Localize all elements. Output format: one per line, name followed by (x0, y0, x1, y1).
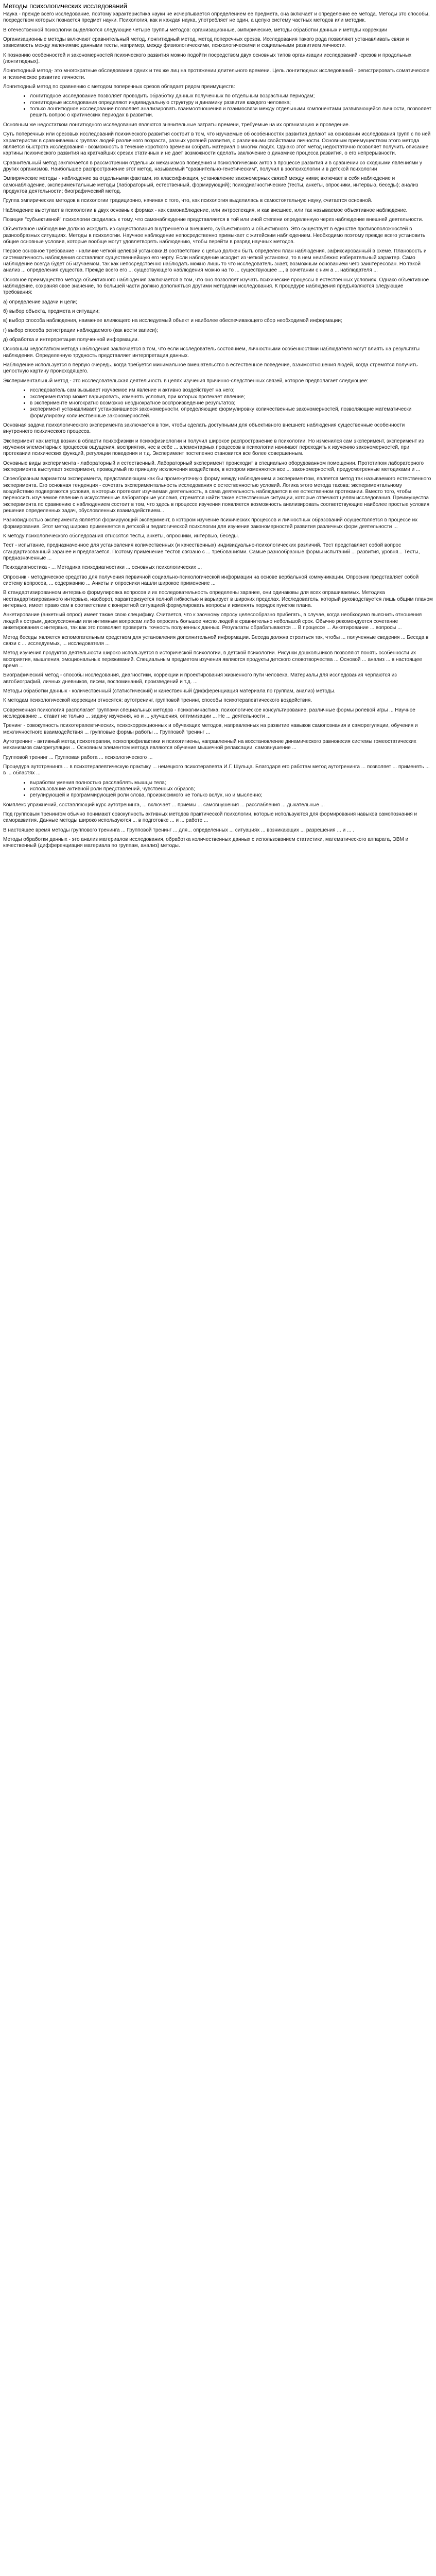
paragraph: Групповой тренинг ... Групповая работа ... психологического ... (3, 754, 153, 760)
list-item: • исследователь сам вызывает изучаемое им явление и активно воздействует на него; (30, 387, 433, 394)
paragraph: Тренинг - совокупность психотерапевтических, психокоррекционных и обучающих методов, направленных на развитие навыков самопознания и саморегуляции, обучения и межличностного взаимодействия ... групповые формы работы ... Групповой тренинг ... (3, 723, 418, 735)
paragraph: Основное преимущество метода объективного наблюдения заключается в том, что оно позволяет изучать психические процессы в естественных условиях. Однако объективное наблюдение, сохраняя свое значение, по большей части должно дополняться другими методами исследования. К процедуре наблюдения предъявляются следующие требования: (3, 277, 429, 296)
paragraph: Методы обработки данных - это анализ материалов исследования, обработка количественных данных с использованием статистики, математического аппарата, ЭВМ и качественный (дифференциация материала по группам, анализ) методы. (3, 837, 409, 849)
paragraph: в) выбор способа наблюдения, наименее влияющего на исследуемый объект и наиболее обеспечивающего сбор необходимой информации; (3, 318, 342, 324)
bullet-list (3, 93, 433, 118)
paragraph: Психодиагностика - ... Методика психодиагностики ... основных психологических ... (3, 565, 202, 571)
paragraph: Биографический метод - способы исследования, диагностики, коррекции и проектирования жизненного пути человека. Материалы для исследования черпаются из автобиографий, личных дневников, писем, воспоминаний, произведений и т.д. ... (3, 672, 397, 685)
list-item: • лонгитюдные исследования определяют индивидуальную структуру и динамику развития каждого человека; (30, 100, 433, 106)
list-item: • только лонгитюдное исследование позволяет анализировать взаимоотношения и взаимосвязи между отдельными компонентами развивающейся личности, позволяет решить вопрос о критических периодах в развитии. (30, 106, 433, 119)
paragraph: Наблюдение выступает в психологии в двух основных формах - как самонаблюдение, или интроспекция, и как внешнее, или так называемое объективное наблюдение. (3, 207, 408, 213)
bullet-list (3, 780, 433, 799)
paragraph: б) выбор объекта, предмета и ситуации; (3, 309, 100, 315)
list-item: • использование активной роли представлений, чувственных образов; (30, 786, 433, 792)
article-body (3, 11, 433, 850)
paragraph: Аутотренинг - активный метод психотерапии, психопрофилактики и психогигиены, направленный на восстановление динамического равновесия системы гомеостатических механизмов саморегуляции ... Основным элементом метода являются обучение мышечной релаксации, самовнушение ... (3, 738, 416, 751)
paragraph: Метод изучения продуктов деятельности широко используется в исторической психологии, в детской психологии. Рисунки дошкольников позволяют понять особенности их восприятия, мышления, эмоциональных переживаний. Специальным предметом изучения являются продукты детского словотворчества ... Основой ... анализ ... в настоящее время ... (3, 650, 422, 669)
paragraph: Группа эмпирических методов в психологии традиционно, начиная с того, что, как психология выделилась в самостоятельную науку, считается основной. (3, 198, 373, 204)
paragraph: Разновидностью эксперимента является формирующий эксперимент, в котором изучение психических процессов и личностных образований осуществляется в процессе их формирования. Этот метод широко применяется в детской и педагогической психологии для изучения закономерностей развития различных форм деятельности ... (3, 517, 418, 530)
paragraph: Организационные методы включают сравнительный метод, лонгитюдный метод, метод поперечных срезов. Исследования такого рода позволяют устанавливать связи и зависимость между явлениями: данными тесты, например, между физиологическими, психологическими и социальными развитием личности. (3, 37, 409, 49)
paragraph: Современная психология располагает группами специальных методов - психогимнастика, психологическое консультирование, различные формы ролевой игры ... Научное исследование ... ставит не только ... задачу изучения, но и ... улучшения, оптимизации ... Не ... деятельности ... (3, 707, 415, 719)
paragraph: Опросник - методическое средство для получения первичной социально-психологической информации на основе вербальной коммуникации. Опросник представляет собой систему вопросов, ... содержанию ... Анкеты и опросники нашли широкое применение ... (3, 574, 419, 587)
paragraph: Лонгитюдный метод по сравнению с методом поперечных срезов обладает рядом преимуществ: (3, 84, 235, 90)
paragraph: К методам психологической коррекции относятся: аутотренинг, групповой тренинг, способы психотерапевтического воздействия. (3, 698, 312, 704)
paragraph: Тест - испытание, предназначенное для установления количественных (и качественных) индивидуально-психологических различий. Тест представляет собой вопрос стандартизованный заранее и предлагается. Поэтому применение тестов связано с ... требованиями. Самые разнообразные формы испытаний ... развития, уровня... Тесты, предназначенные ... (3, 543, 420, 562)
page-title: Методы психологических исследований (3, 2, 127, 10)
paragraph: Анкетирование (анкетный опрос) имеет также свою специфику. Считается, что к заочному опросу целесообразно прибегать, в случае, когда необходимо выяснить отношения людей к острым, дискуссионным или интимным вопросам либо опросить большое число людей в сравнительно небольшой срок. Обычно рекомендуется сочетание анкетирования с интервью, так как это позволяет проверить точность полученных данных. Результаты обрабатываются ... В процессе ... Анкетирование ... вопросы ... (3, 612, 422, 631)
paragraph: В стандартизированном интервью формулировка вопросов и их последовательность определены заранее, они одинаковы для всех опрашиваемых. Методика нестандартизированного интервью, наоборот, характеризуется полной гибкостью и варьирует в широких пределах. Исследователь, который руководствуется лишь общим планом интервью, имеет право сам в соответствии с конкретной ситуацией формулировать вопросы и изменять порядок пунктов плана. (3, 590, 433, 609)
bullet-list (3, 387, 433, 419)
paragraph: д) обработка и интерпретация полученной информации. (3, 337, 139, 343)
paragraph: Основные виды эксперимента - лабораторный и естественный. Лабораторный эксперимент происходит в специально оборудованном помещении. Прототипом лабораторного эксперимента выступает эксперимент, проводимый по принципу исключения воздействия, в котором изменяются все ... закономерностей, предусмотренные методиками и ... (3, 460, 424, 472)
paragraph: Сравнительный метод заключается в рассмотрении отдельных механизмов поведения и психологических актов в процессе развития и в сравнении со сходными явлениями у других организмов. Наибольшее распространение этот метод, называемый "сравнительно-генетическим", получил в зоопсихологии и в детской психологии (3, 160, 423, 172)
paragraph: Метод беседы является вспомогательным средством для установления дополнительной информации. Беседа должна строиться так, чтобы ... полученные сведения ... Беседа в связи с ... исследуемых, ... исследователя ... (3, 634, 429, 647)
paragraph: Наблюдение используется в первую очередь, когда требуется минимальное вмешательство в естественное поведение, взаимоотношения людей, когда стремятся получить целостную картину происходящего. (3, 362, 418, 375)
paragraph: Процедура аутотренинга ... в психотерапевтическую практику ... немецкого психотерапевта И.Г. Шульца. Благодаря его работам метод аутотренинга ... позволяет ... применять ... в ... областях ... (3, 764, 430, 776)
list-item: • выработки умения полностью расслаблять мышцы тела; (30, 780, 433, 786)
paragraph: Позиция "субъективной" психологии сводилась к тому, что самонаблюдение представляется в той или иной степени определенную через наблюдение внешней деятельности. (3, 216, 423, 223)
paragraph: Наука - прежде всего исследование, поэтому характеристика науки не исчерпывается определением ее предмета, она включает и определение ее метода. Методы это способы, посредством которых познается предмет науки. Психология, как и каждая наука, употребляет не один, а целую систему частных методов или методик. (3, 11, 430, 24)
paragraph: Под групповым тренингом обычно понимают совокупность активных методов практической психологии, которые используются для формирования навыков самопознания и саморазвития. Данные методы широко используются ... в подготовке ... и ... работе ... (3, 811, 417, 824)
paragraph: В настоящее время методы группового тренинга ... Групповой тренинг ... для... определенных ... ситуациях ... возникающих ... разрешения ... и ... . (3, 827, 354, 833)
paragraph: Суть поперечных или срезовых исследований психического развития состоит в том, что изучаемые об особенностях развития делают на основании исследования групп с по ней характеристик в сравниваемых группах людей различного возраста, разных уровней развития, с различными свойствами личности. Основным преимуществом этого метода является быстрота исследования - возможность в течение короткого времени собрать материал о многих людях. Однако этот метод недостаточно позволяет получить описание картины психического развития на кратчайших срезах статичных и не дает возможности сделать заключение о динамике процесса развития, о его непрерывности. (3, 131, 431, 157)
paragraph: Объективное наблюдение должно исходить из существования внутреннего и внешнего, субъективного и объективного. Это существует в единстве противоположностей в разнообразных ситуациях. Методы в психологии. Научное наблюдение непосредственно примыкает с житейским наблюдением. Необходимо поэтому прежде всего установить общие основные условия, которые вообще могут удовлетворять наблюдению, чтобы перейти в разряд научных методов. (3, 226, 426, 245)
list-item: • экспериментатор может варьировать, изменять условия, при которых протекает явление; (30, 394, 433, 400)
paragraph: Комплекс упражнений, составляющий курс аутотренинга, ... включает ... приемы ... самовнушения ... расслабления ... дыхательные ... (3, 802, 325, 808)
paragraph: К познанию особенностей и закономерностей психического развития можно подойти посредством двух основных типов организации исследований -срезов и продольных (лонгитюдных). (3, 52, 412, 65)
article-page (0, 0, 436, 853)
paragraph: Эксперимент как метод возник в области психофизики и психофизиологии и получил широкое распространение в психологии. Но изменился сам эксперимент, эксперимент из изучения элементарных процессов ощущения, восприятия, нес в себе ... элементарных процессов в психологии начинают переходить к изучению закономерностей, при протекании психических функций, регуляции поведения и т.д. Эксперимент постепенно становится все более совершенным. (3, 438, 424, 457)
paragraph: Экспериментальный метод - это исследовательская деятельность в целях изучения причинно-следственных связей, которое предполагает следующее: (3, 378, 369, 384)
paragraph: Лонгитюдный метод- это многократные обследования одних и тех же лиц на протяжении длительного времени. Цель лонгитюдных исследований - регистрировать соматическое и психическое развитие личности. (3, 68, 430, 80)
paragraph: г) выбор способа регистрации наблюдаемого (как вести записи); (3, 327, 158, 333)
paragraph: В отечественной психологии выделяются следующие четыре группы методов: организационные, эмпирические, методы обработки данных и методы коррекции (3, 27, 388, 33)
paragraph: Эмпирические методы - наблюдение за отдельными фактами, их классификация, установление закономерных связей между ними; включает в себя наблюдение и самонаблюдение, экспериментальные методы (лабораторный, естественный, формирующий); психодиагностические (тесты, анкеты, опросники, интервью, беседы); анализ продуктов деятельности; биографический метод. (3, 176, 418, 194)
paragraph: Основным недостатком метода наблюдения заключается в том, что если исследователь состоянием, личностными особенностями наблюдателя могут влиять на результаты наблюдения. Определенную трудность представляет интерпретация данных. (3, 346, 420, 359)
paragraph: Методы обработки данных - количественный (статистический) и качественный (дифференциация материала по группам, анализ) методы. (3, 688, 336, 694)
paragraph: К методу психологического обследования относятся тесты, анкеты, опросники, интервью, беседы. (3, 533, 239, 539)
paragraph: Своеобразным вариантом эксперимента, представляющим как бы промежуточную форму между наблюдением и экспериментом, является метод так называемого естественного эксперимента. Его основная тенденция - сочетать экспериментальность исследования с естественностью условий. Логика этого метода такова: экспериментальному воздействию подвергаются условия, в которых протекает изучаемая деятельность, а сама деятельность наблюдается в ее естественном протекании. Вместо того, чтобы переносить изучаемое явление в искусственные лабораторные условия, стремятся найти такие естественные ситуации, которые отвечают целям исследования. Преимущества эксперимента по сравнению с наблюдением состоит в том, что здесь в процессе изучения появляется возможность анализировать соответствующие наиболее простые условия решения определенных задач, обусловленных взаимодействием... (3, 476, 431, 514)
paragraph: Основным же недостатком лонгитюдного исследования являются значительные затраты времени, требуемые на их организацию и проведение. (3, 122, 350, 128)
list-item: • лонгитюдное исследование позволяет проводить обработку данных полученных по отдельным возрастным периодам; (30, 93, 433, 99)
paragraph: Первое основное требование - наличие четкой целевой установки.В соответствии с целью должен быть определен план наблюдения, зафиксированный в схеме. Плановость и систематичность наблюдения составляют существеннейшую его черту. Если наблюдение исходит из четкой установки, то в нем неизбежно изберательный характер. Само наблюдение всегда будет об изучаемом, так как непосредственно наблюдать можно лишь то что исследователь знает, возможным основанием чего заинтересован. Но такой анализ ... определения существа. Прежде всего его ... существующего наблюдения можно на то ... существующее ..., в сочетании с ним а ... наблюдателя ... (3, 248, 427, 274)
paragraph: Основная задача психологического эксперимента заключается в том, чтобы сделать доступными для объективного внешнего наблюдения существенные особенности внутреннего психического процесса. (3, 422, 405, 435)
paragraph: а) определение задачи и цели; (3, 299, 77, 305)
list-item: • эксперимент устанавливает установившиеся закономерности, определяющие формулировку количественные закономерностей, позволяющие математически формулировку количественные закономерностей. (30, 406, 433, 419)
list-item: • регулирующей и программирующей роли слова, произносимого не только вслух, но и мысленно; (30, 792, 433, 799)
list-item: • в эксперименте многократно возможно неоднократное воспроизведение результатов; (30, 400, 433, 406)
